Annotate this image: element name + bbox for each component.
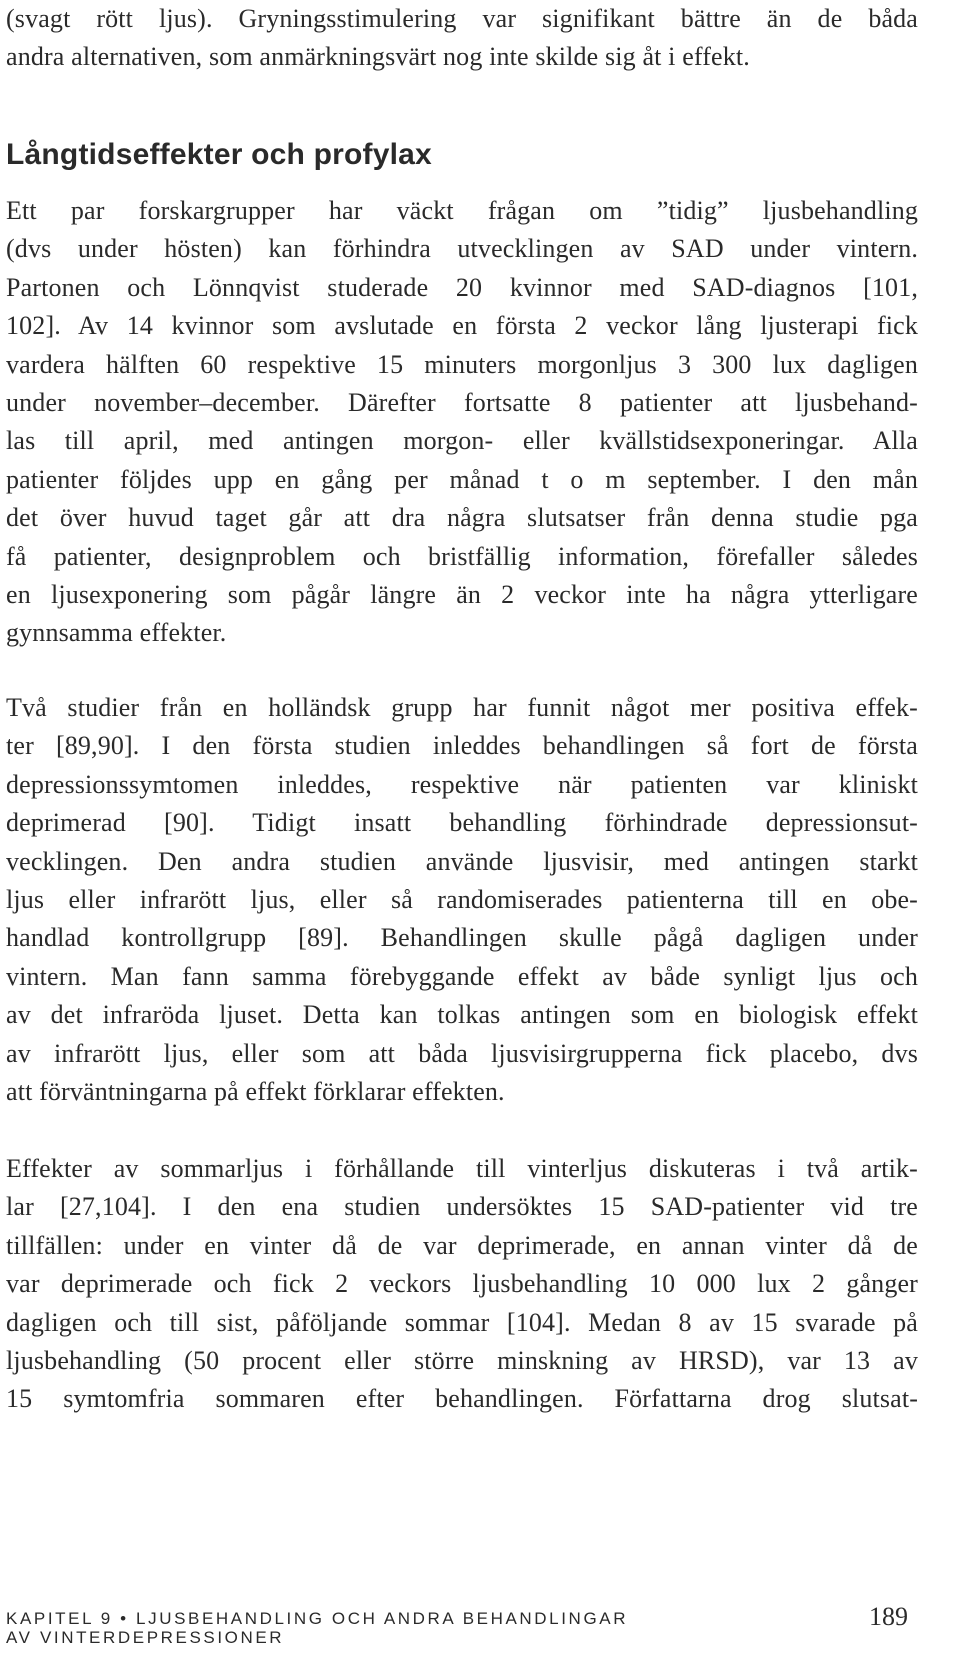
text-line: Två studier från en holländsk grupp har funnit något mer positiva effek- — [6, 693, 918, 722]
footer-chapter-line: KAPITEL 9 • LJUSBEHANDLING OCH ANDRA BEHANDLINGAR — [6, 1609, 629, 1628]
text-line: vardera hälften 60 respektive 15 minuters morgonljus 3 300 lux dagligen — [6, 349, 918, 379]
text-line: 15 symtomfria sommaren efter behandlingen. Författarna drog slutsat- — [6, 1384, 918, 1414]
text-line: det över huvud taget går att dra några slutsatser från denna studie pga — [6, 503, 918, 533]
text-line: att förväntningarna på effekt förklarar effekten. — [6, 1077, 505, 1107]
text-line: handlad kontrollgrupp [89]. Behandlingen skulle pågå dagligen under — [6, 923, 918, 953]
paragraph-2 — [6, 689, 918, 1111]
page-number: 189 — [869, 1602, 908, 1631]
text-line: under november–december. Därefter fortsatte 8 patienter att ljusbehand- — [6, 388, 918, 418]
footer-chapter-line-2: AV VINTERDEPRESSIONER — [6, 1628, 285, 1647]
text-line: få patienter, designproblem och bristfällig information, förefaller således — [6, 541, 918, 571]
text-line: vintern. Man fann samma förebyggande effekt av både synligt ljus och — [6, 961, 918, 991]
text-line: ljusbehandling (50 procent eller större minskning av HRSD), var 13 av — [6, 1346, 918, 1376]
text-line: depressionssymtomen inleddes, respektive när patienten var kliniskt — [6, 769, 918, 799]
paragraph-3 — [6, 1150, 918, 1419]
intro-paragraph — [6, 0, 918, 77]
text-line: av det infraröda ljuset. Detta kan tolkas antingen som en biologisk effekt — [6, 1000, 918, 1030]
text-line: gynnsamma effekter. — [6, 618, 227, 648]
text-line: en ljusexponering som pågår längre än 2 veckor inte ha några ytterligare — [6, 580, 918, 610]
text-line: las till april, med antingen morgon- eller kvällstidsexponeringar. Alla — [6, 426, 918, 456]
text-line: Ett par forskargrupper har väckt frågan om ”tidig” ljusbehandling — [6, 196, 918, 225]
text-line: av infrarött ljus, eller som att båda ljusvisirgrupperna fick placebo, dvs — [6, 1038, 918, 1068]
text-line: vecklingen. Den andra studien använde ljusvisir, med antingen starkt — [6, 846, 918, 876]
section-heading: Långtidseffekter och profylax — [6, 138, 432, 171]
text-line: Partonen och Lönnqvist studerade 20 kvinnor med SAD-diagnos [101, — [6, 272, 918, 302]
text-line: 102]. Av 14 kvinnor som avslutade en första 2 veckor lång ljusterapi fick — [6, 311, 918, 341]
text-line: var deprimerade och fick 2 veckors ljusbehandling 10 000 lux 2 gånger — [6, 1269, 918, 1299]
text-line: ljus eller infrarött ljus, eller så randomiserades patienterna till en obe- — [6, 885, 918, 915]
text-line: tillfällen: under en vinter då de var deprimerade, en annan vinter då de — [6, 1230, 918, 1260]
text-line: deprimerad [90]. Tidigt insatt behandling förhindrade depressionsut- — [6, 808, 918, 838]
paragraph-1 — [6, 192, 918, 653]
running-footer — [6, 1609, 628, 1647]
text-line: (dvs under hösten) kan förhindra utvecklingen av SAD under vintern. — [6, 234, 918, 264]
text-line: patienter följdes upp en gång per månad t o m september. I den mån — [6, 464, 918, 494]
text-line: Effekter av sommarljus i förhållande till vinterljus diskuteras i två artik- — [6, 1154, 918, 1183]
text-line: lar [27,104]. I den ena studien undersöktes 15 SAD-patienter vid tre — [6, 1192, 918, 1222]
text-line: dagligen och till sist, påföljande sommar [104]. Medan 8 av 15 svarade på — [6, 1307, 918, 1337]
text-line: andra alternativen, som anmärkningsvärt nog inte skilde sig åt i effekt. — [6, 42, 750, 72]
text-line: (svagt rött ljus). Gryningsstimulering var signifikant bättre än de båda — [6, 4, 918, 33]
text-line: ter [89,90]. I den första studien inleddes behandlingen så fort de första — [6, 731, 918, 761]
